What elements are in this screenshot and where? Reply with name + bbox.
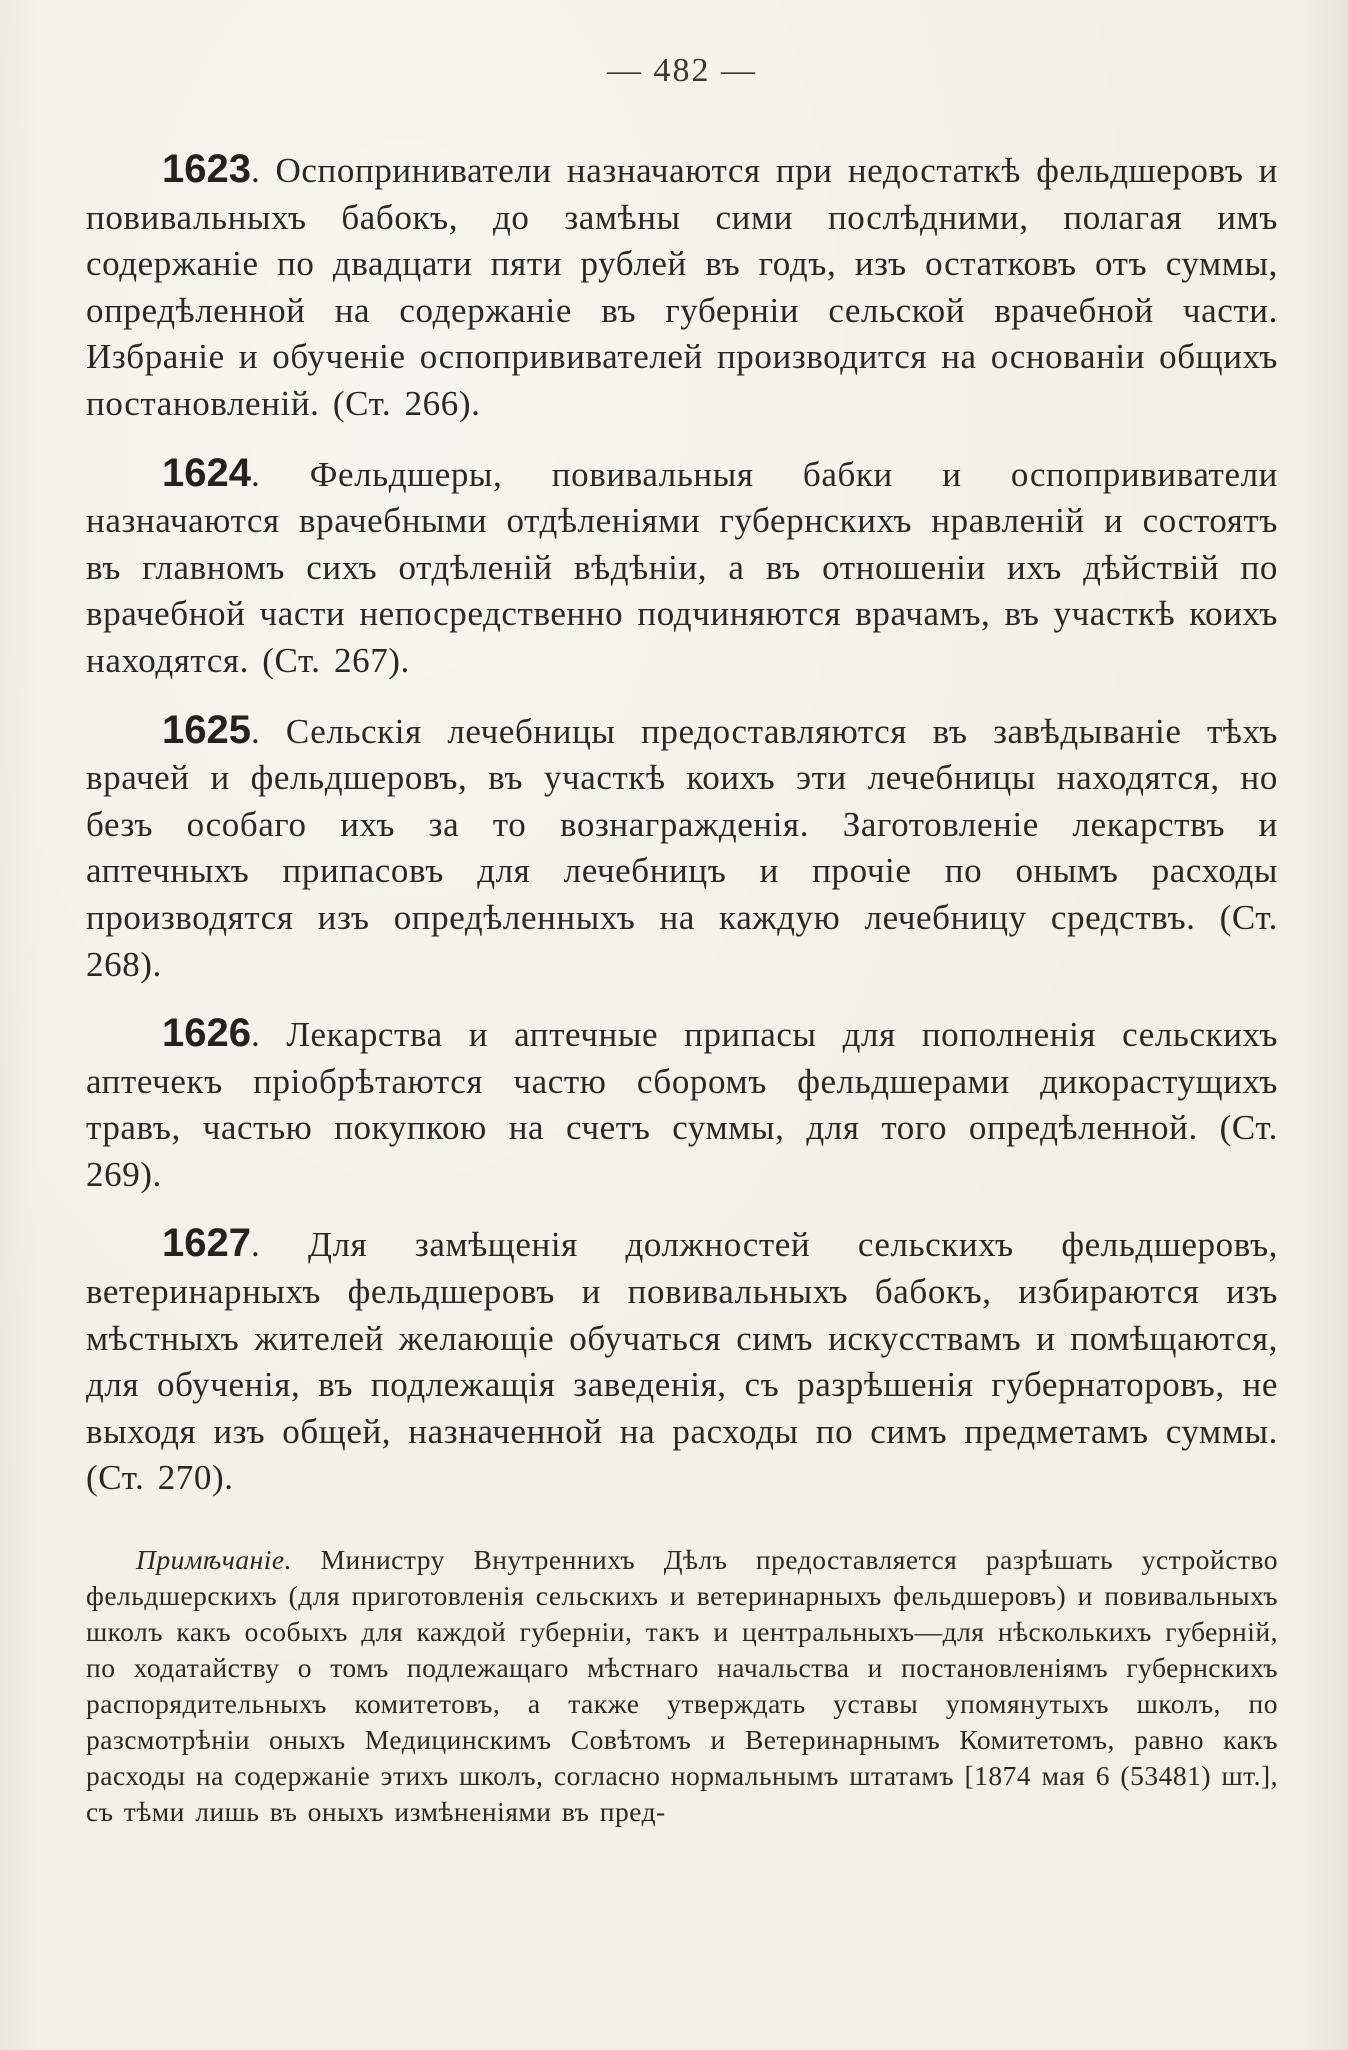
article-1625: 1625. Сельскія лечебницы предоставляются въ завѣдываніе тѣхъ врачей и фельдшеровъ, въ участкѣ коихъ эти лечебницы находятся, но безъ особаго ихъ за то вознагражденія. Заготовленіе лекарствъ и аптечныхъ припасовъ для лечебницъ и прочіе по онымъ расходы производятся изъ опредѣленныхъ на каждую лечебницу средствъ. (Ст. 268).	[86, 707, 1278, 984]
note-paragraph	[86, 1542, 1278, 1830]
article-number: 1627	[162, 1221, 251, 1266]
note-text: Министру Внутреннихъ Дѣлъ предоставляется разрѣшать устройство фельдшерскихъ (для приготовленія сельскихъ и ветеринарныхъ фельдшеровъ) и повивальныхъ школъ какъ особыхъ для каждой губерніи, такъ и центральныхъ—для нѣсколькихъ губерній, по ходатайству о томъ подлежащаго мѣстнаго начальства и постановленіямъ губернскихъ распорядительныхъ комитетовъ, а также утверждать уставы упомянутыхъ школъ, по разсмотрѣніи оныхъ Медицинскимъ Совѣтомъ и Ветеринарнымъ Комитетомъ, равно какъ расходы на содержаніе этихъ школъ, согласно нормальнымъ штатамъ [1874 мая 6 (53481) шт.], съ тѣми лишь въ оныхъ измѣненіями въ пред-	[86, 1544, 1279, 1828]
article-text: Сельскія лечебницы предоставляются въ завѣдываніе тѣхъ врачей и фельдшеровъ, въ участкѣ коихъ эти лечебницы находятся, но безъ особаго ихъ за то вознагражденія. Заготовленіе лекарствъ и аптечныхъ припасовъ для лечебницъ и прочіе по онымъ расходы производятся изъ опредѣленныхъ на каждую лечебницу средствъ. (Ст. 268).	[86, 711, 1278, 984]
article-1626: 1626. Лекарства и аптечные припасы для пополненія сельскихъ аптечекъ пріобрѣтаются частю сборомъ фельдшерами дикорастущихъ травъ, частью покупкою на счетъ суммы, для того опредѣленной. (Ст. 269).	[86, 1011, 1278, 1194]
article-number: 1626	[162, 1011, 251, 1056]
article-text: Лекарства и аптечные припасы для пополненія сельскихъ аптечекъ пріобрѣтаются частю сборомъ фельдшерами дикорастущихъ травъ, частью покупкою на счетъ суммы, для того опредѣленной. (Ст. 269).	[86, 1015, 1278, 1194]
article-number: 1624	[162, 450, 251, 495]
article-1627: 1627. Для замѣщенія должностей сельскихъ фельдшеровъ, ветеринарныхъ фельдшеровъ и повивальныхъ бабокъ, избираются изъ мѣстныхъ жителей желающіе обучаться симъ искусствамъ и помѣщаются, для обученія, въ подлежащія заведенія, съ разрѣшенія губернаторовъ, не выходя изъ общей, назначенной на расходы по симъ предметамъ суммы. (Ст. 270).	[86, 1221, 1279, 1498]
article-text: Фельдшеры, повивальныя бабки и оспопрививатели назначаются врачебными отдѣленіями губернскихъ нравленій и состоятъ въ главномъ сихъ отдѣленій вѣдѣніи, а въ отношеніи ихъ дѣйствій по врачебной части непосредственно подчиняются врачамъ, въ участкѣ коихъ находятся. (Ст. 267).	[86, 454, 1278, 680]
article-text: Оспоприниватели назначаются при недостаткѣ фельдшеровъ и повивальныхъ бабокъ, до замѣны сими послѣдними, полагая имъ содержаніе по двадцати пяти рублей въ годъ, изъ остатковъ отъ суммы, опредѣленной на содержаніе въ губерніи сельской врачебной части. Избраніе и обученіе оспопрививателей производится на основаніи общихъ постановленій. (Ст. 266).	[86, 151, 1279, 423]
article-1623: 1623. Оспоприниватели назначаются при недостаткѣ фельдшеровъ и повивальныхъ бабокъ, до замѣны сими послѣдними, полагая имъ содержаніе по двадцати пяти рублей въ годъ, изъ остатковъ отъ суммы, опредѣленной на содержаніе въ губерніи сельской врачебной части. Избраніе и обученіе оспопрививателей производится на основаніи общихъ постановленій. (Ст. 266).	[86, 147, 1279, 423]
note-label: Примѣчаніе.	[136, 1544, 292, 1576]
article-number: 1623	[162, 147, 251, 191]
article-text: Для замѣщенія должностей сельскихъ фельдшеровъ, ветеринарныхъ фельдшеровъ и повивальныхъ бабокъ, избираются изъ мѣстныхъ жителей желающіе обучаться симъ искусствамъ и помѣщаются, для обученія, въ подлежащія заведенія, съ разрѣшенія губернаторовъ, не выходя изъ общей, назначенной на расходы по симъ предметамъ суммы. (Ст. 270).	[86, 1225, 1279, 1498]
article-number: 1625	[162, 707, 251, 752]
page-number: — 482 —	[607, 52, 757, 89]
article-1624: 1624. Фельдшеры, повивальныя бабки и оспопрививатели назначаются врачебными отдѣленіями губернскихъ нравленій и состоятъ въ главномъ сихъ отдѣленій вѣдѣніи, а въ отношеніи ихъ дѣйствій по врачебной части непосредственно подчиняются врачамъ, въ участкѣ коихъ находятся. (Ст. 267).	[86, 450, 1278, 680]
